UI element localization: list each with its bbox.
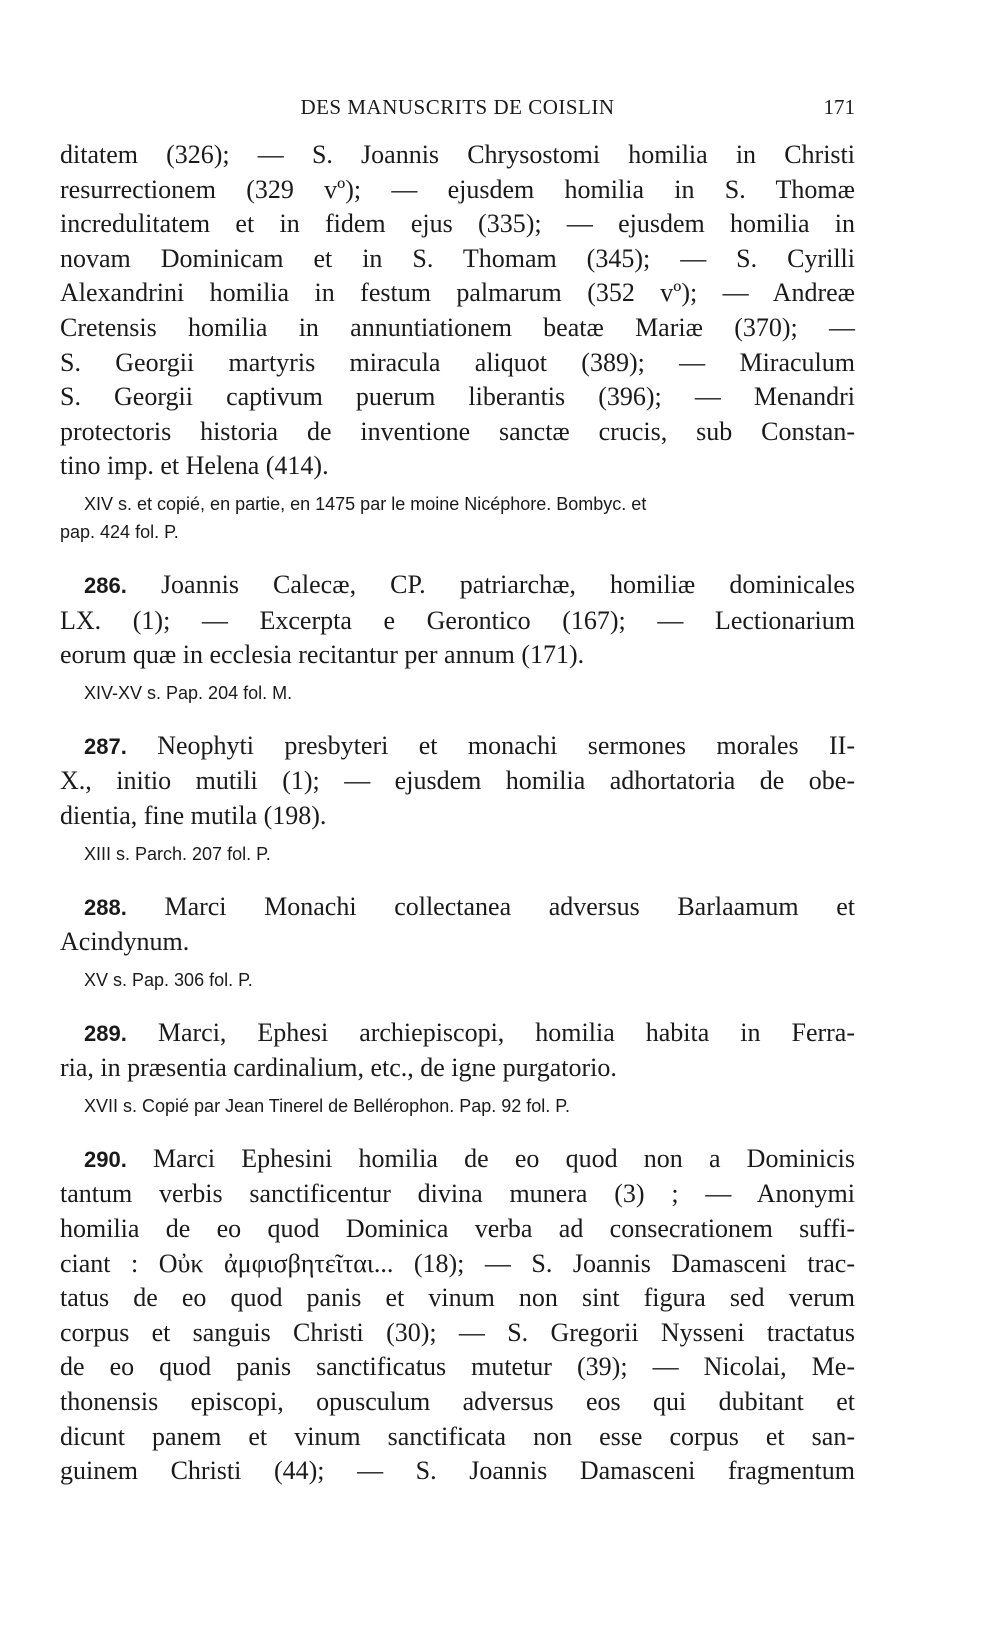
text-line: Cretensis homilia in annuntiationem beatæ Mariæ (370); — — [60, 312, 855, 342]
text-line: Alexandrini homilia in festum palmarum (352 vº); — Andreæ — [60, 278, 855, 308]
text-line: dicunt panem et vinum sanctificata non esse corpus et san- — [60, 1421, 855, 1451]
text-line — [60, 1142, 855, 1178]
text-line: resurrectionem (329 vº); — ejusdem homilia in S. Thomæ — [60, 174, 855, 204]
manuscript-entry — [60, 729, 855, 868]
text-line: ditatem (326); — S. Joannis Chrysostomi homilia in Christi — [60, 140, 855, 169]
entry-number: 288. — [84, 894, 127, 920]
note-line: XVII s. Copié par Jean Tinerel de Bellérophon. Pap. 92 fol. P. — [84, 1095, 570, 1116]
text-line: ciant : Οὐκ ἀμφισβητεῖται... (18); — S. Joannis Damasceni trac- — [60, 1248, 855, 1278]
intro-block — [60, 138, 855, 546]
text-line: thonensis episcopi, opusculum adversus eos qui dubitant et — [60, 1387, 855, 1417]
note-line: pap. 424 fol. P. — [60, 521, 179, 542]
text-line: S. Georgii captivum puerum liberantis (396); — Menandri — [60, 382, 855, 412]
text-line: eorum quæ in ecclesia recitantur per annum (171). — [60, 640, 585, 670]
entry-text: Joannis Calecæ, CP. patriarchæ, homiliæ dominicales — [160, 569, 856, 599]
page — [60, 95, 855, 1489]
text-line: S. Georgii martyris miracula aliquot (389); — Miraculum — [60, 347, 855, 377]
catalog-note — [60, 490, 855, 546]
entry-text: Marci Monachi collectanea adversus Barlaamum et — [164, 891, 855, 921]
manuscript-entry — [60, 1142, 855, 1489]
catalog-note — [60, 1092, 855, 1120]
entry-number: 289. — [84, 1020, 127, 1046]
body-text — [60, 138, 855, 1489]
note-line: XIV-XV s. Pap. 204 fol. M. — [84, 682, 293, 703]
entry-number: 286. — [84, 572, 127, 598]
note-line: XIV s. et copié, en partie, en 1475 par le moine Nicéphore. Bombyc. et — [84, 493, 647, 514]
text-line: tantum verbis sanctificentur divina munera (3) ; — Anonymi — [60, 1179, 855, 1209]
text-line: Acindynum. — [60, 927, 190, 957]
note-line: XIII s. Parch. 207 fol. P. — [84, 843, 271, 864]
text-line: ria, in præsentia cardinalium, etc., de igne purgatorio. — [60, 1053, 617, 1083]
note-line: XV s. Pap. 306 fol. P. — [84, 969, 253, 990]
text-line: dientia, fine mutila (198). — [60, 800, 327, 830]
entry-text: Marci, Ephesi archiepiscopi, homilia habita in Ferra- — [157, 1017, 856, 1047]
entry-number: 287. — [84, 733, 127, 759]
manuscript-entry — [60, 568, 855, 707]
manuscript-entry — [60, 890, 855, 994]
text-line — [60, 729, 855, 765]
text-line: LX. (1); — Excerpta e Gerontico (167); — Lectionarium — [60, 605, 855, 635]
text-line — [60, 890, 855, 926]
catalog-note — [60, 840, 855, 868]
catalog-note — [60, 966, 855, 994]
text-line: X., initio mutili (1); — ejusdem homilia adhortatoria de obe- — [60, 766, 855, 796]
text-line: tatus de eo quod panis et vinum non sint figura sed verum — [60, 1283, 855, 1313]
entry-text: Neophyti presbyteri et monachi sermones morales II- — [157, 730, 856, 760]
text-line — [60, 568, 855, 604]
entry-number: 290. — [84, 1146, 127, 1172]
text-line — [60, 1016, 855, 1052]
running-title: DES MANUSCRITS DE COISLIN — [300, 95, 615, 119]
page-number: 171 — [823, 95, 855, 119]
text-line: tino imp. et Helena (414). — [60, 451, 329, 481]
text-line: corpus et sanguis Christi (30); — S. Gregorii Nysseni tractatus — [60, 1317, 855, 1347]
running-header — [60, 95, 855, 120]
text-line: protectoris historia de inventione sanctæ crucis, sub Constan- — [60, 416, 855, 446]
text-line: guinem Christi (44); — S. Joannis Damasceni fragmentum — [60, 1456, 855, 1486]
manuscript-entry — [60, 1016, 855, 1120]
entry-text: Marci Ephesini homilia de eo quod non a Dominicis — [153, 1143, 856, 1173]
text-line: novam Dominicam et in S. Thomam (345); — S. Cyrilli — [60, 243, 855, 273]
text-line: homilia de eo quod Dominica verba ad consecrationem suffi- — [60, 1214, 855, 1244]
text-line: de eo quod panis sanctificatus mutetur (39); — Nicolai, Me- — [60, 1352, 855, 1382]
text-line: incredulitatem et in fidem ejus (335); — ejusdem homilia in — [60, 209, 855, 239]
catalog-note — [60, 679, 855, 707]
